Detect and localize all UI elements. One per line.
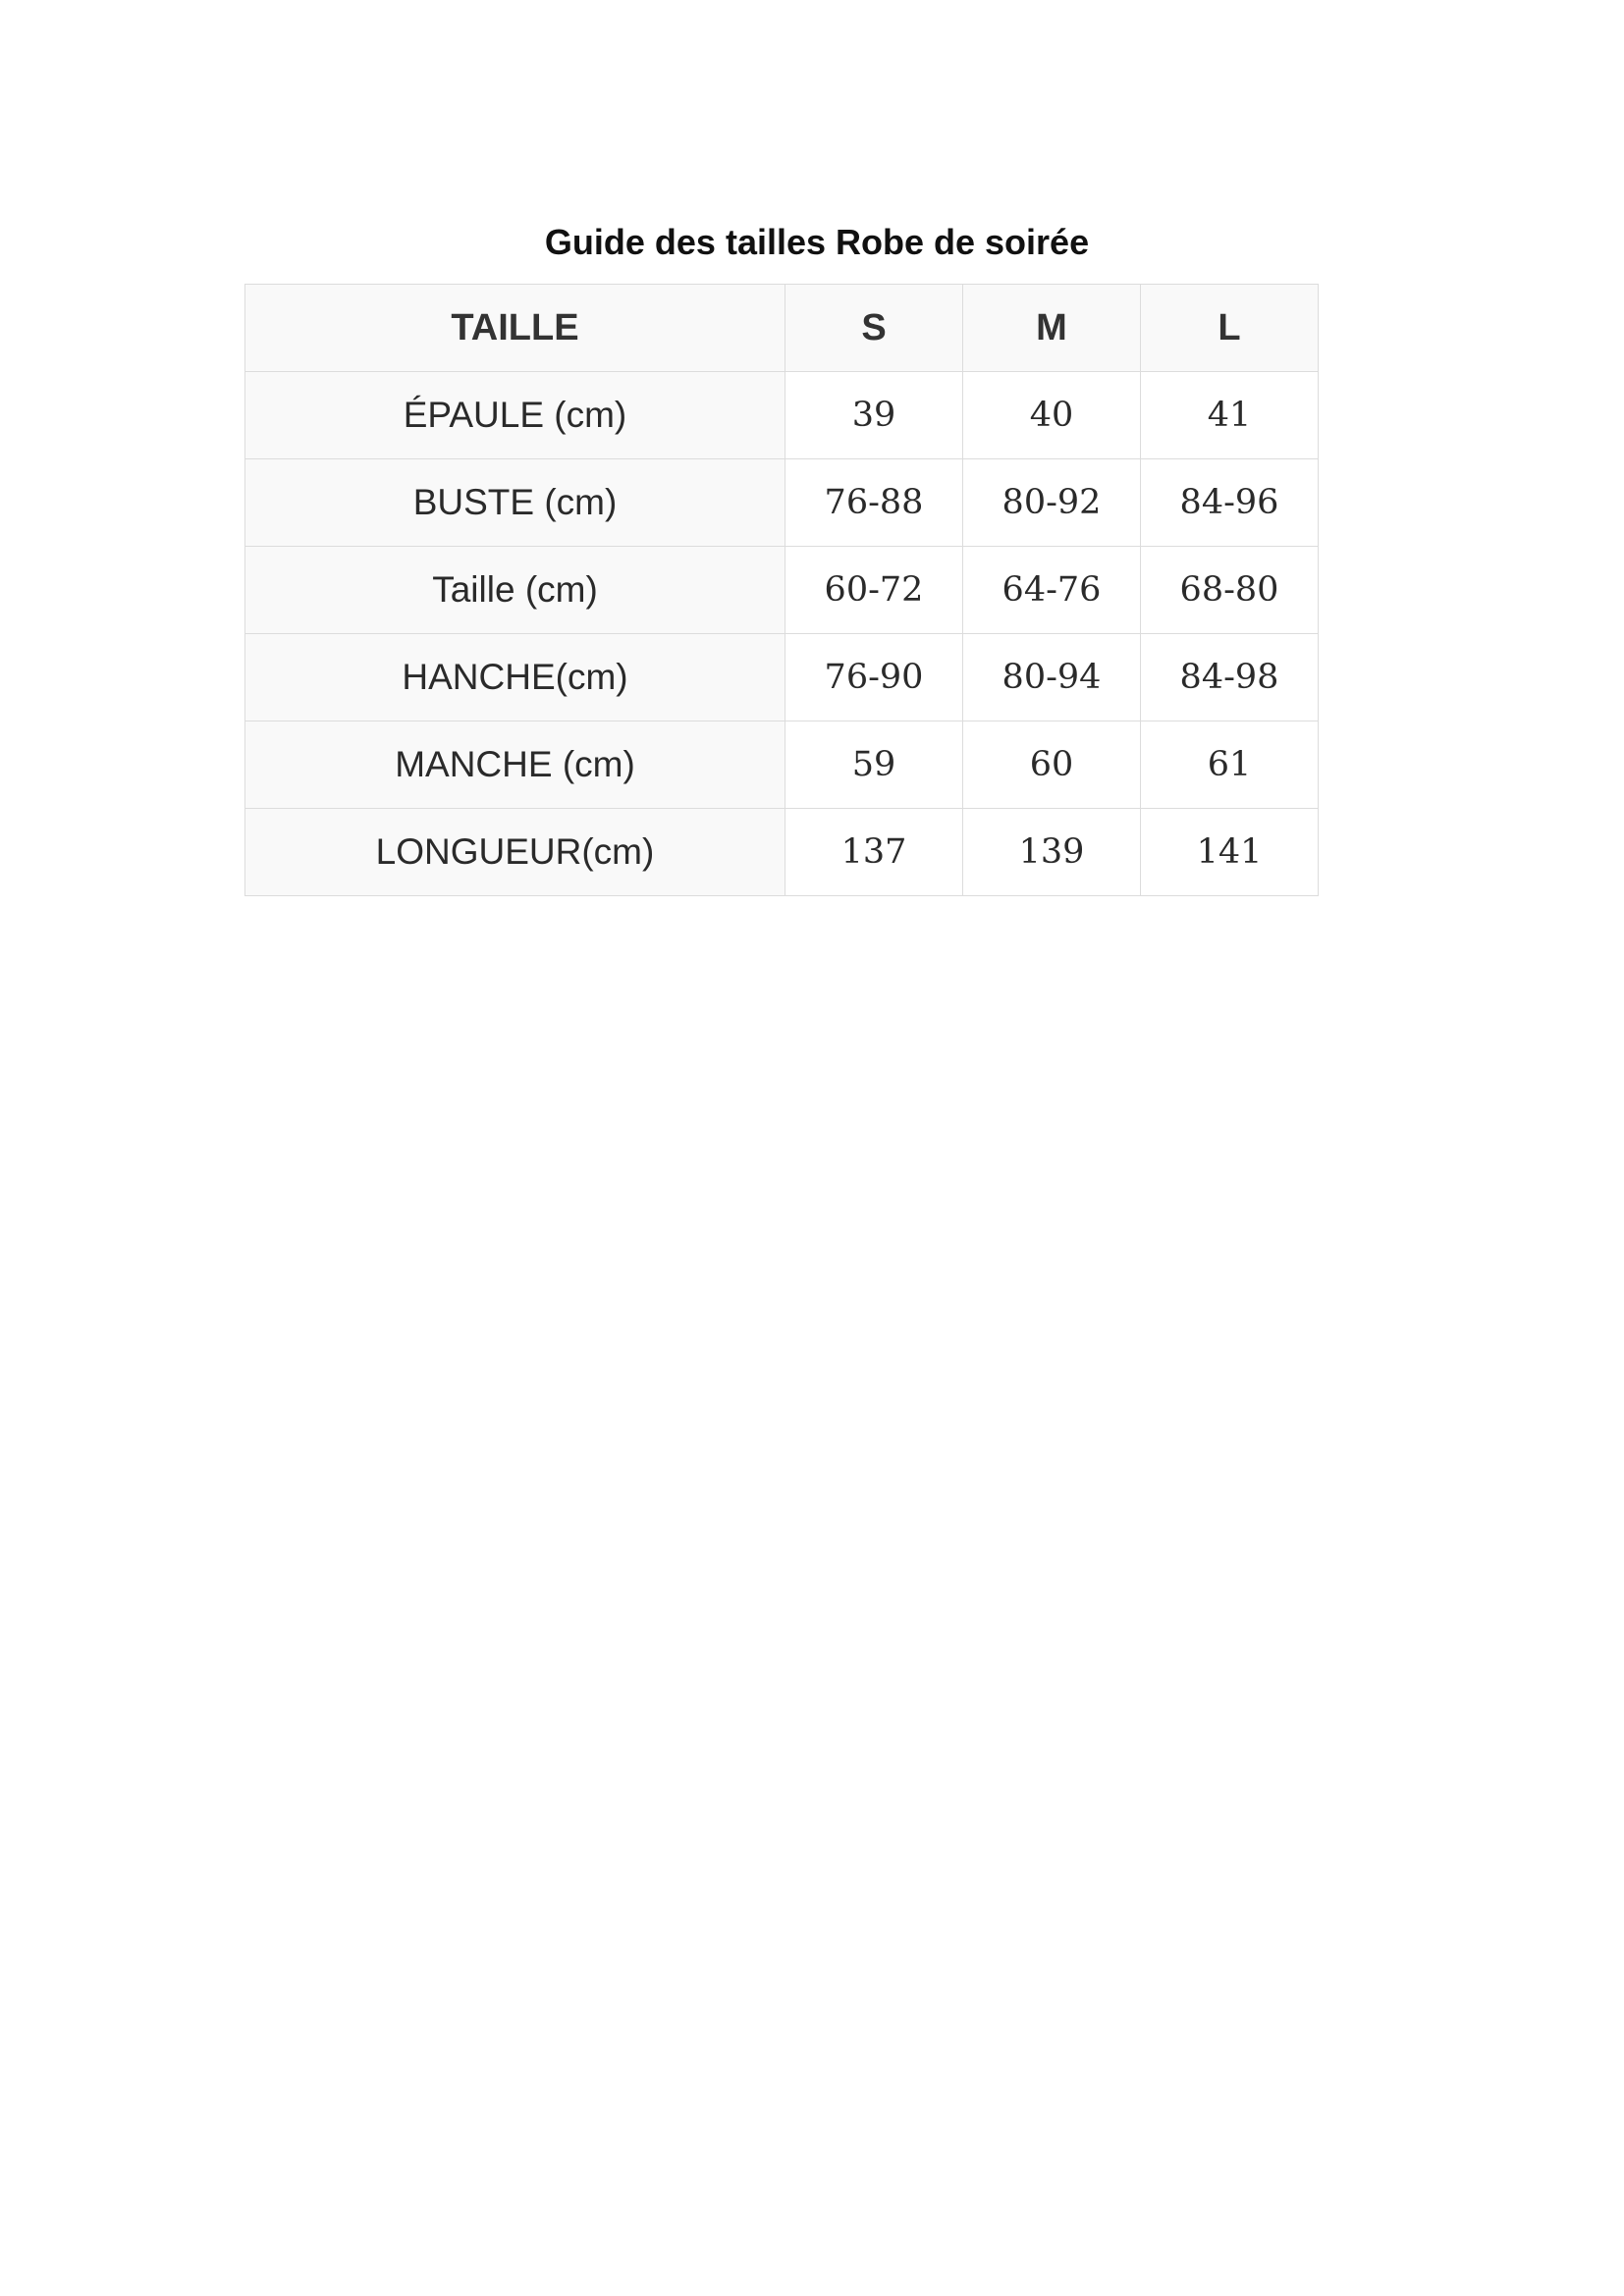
cell-sleeve-l: 61 xyxy=(1141,721,1319,809)
cell-hip-m: 80-94 xyxy=(963,634,1141,721)
header-size-m: M xyxy=(963,285,1141,372)
cell-sleeve-m: 60 xyxy=(963,721,1141,809)
table-row xyxy=(245,547,1319,634)
cell-length-s: 137 xyxy=(785,809,963,896)
size-chart-table xyxy=(244,284,1319,896)
header-size-l: L xyxy=(1141,285,1319,372)
cell-waist-l: 68-80 xyxy=(1141,547,1319,634)
row-label-shoulder: ÉPAULE (cm) xyxy=(245,372,785,459)
row-label-hip: HANCHE(cm) xyxy=(245,634,785,721)
row-label-bust: BUSTE (cm) xyxy=(245,459,785,547)
cell-length-l: 141 xyxy=(1141,809,1319,896)
cell-length-m: 139 xyxy=(963,809,1141,896)
table-row xyxy=(245,634,1319,721)
cell-shoulder-m: 40 xyxy=(963,372,1141,459)
row-label-waist: Taille (cm) xyxy=(245,547,785,634)
cell-bust-s: 76-88 xyxy=(785,459,963,547)
cell-bust-m: 80-92 xyxy=(963,459,1141,547)
cell-bust-l: 84-96 xyxy=(1141,459,1319,547)
header-size-label: TAILLE xyxy=(245,285,785,372)
table-header-row xyxy=(245,285,1319,372)
table-row xyxy=(245,372,1319,459)
row-label-length: LONGUEUR(cm) xyxy=(245,809,785,896)
cell-shoulder-l: 41 xyxy=(1141,372,1319,459)
cell-shoulder-s: 39 xyxy=(785,372,963,459)
table-row xyxy=(245,809,1319,896)
cell-sleeve-s: 59 xyxy=(785,721,963,809)
page-title: Guide des tailles Robe de soirée xyxy=(544,222,1090,262)
header-size-s: S xyxy=(785,285,963,372)
table-row xyxy=(245,721,1319,809)
table-row xyxy=(245,459,1319,547)
cell-hip-s: 76-90 xyxy=(785,634,963,721)
cell-waist-m: 64-76 xyxy=(963,547,1141,634)
cell-waist-s: 60-72 xyxy=(785,547,963,634)
cell-hip-l: 84-98 xyxy=(1141,634,1319,721)
row-label-sleeve: MANCHE (cm) xyxy=(245,721,785,809)
